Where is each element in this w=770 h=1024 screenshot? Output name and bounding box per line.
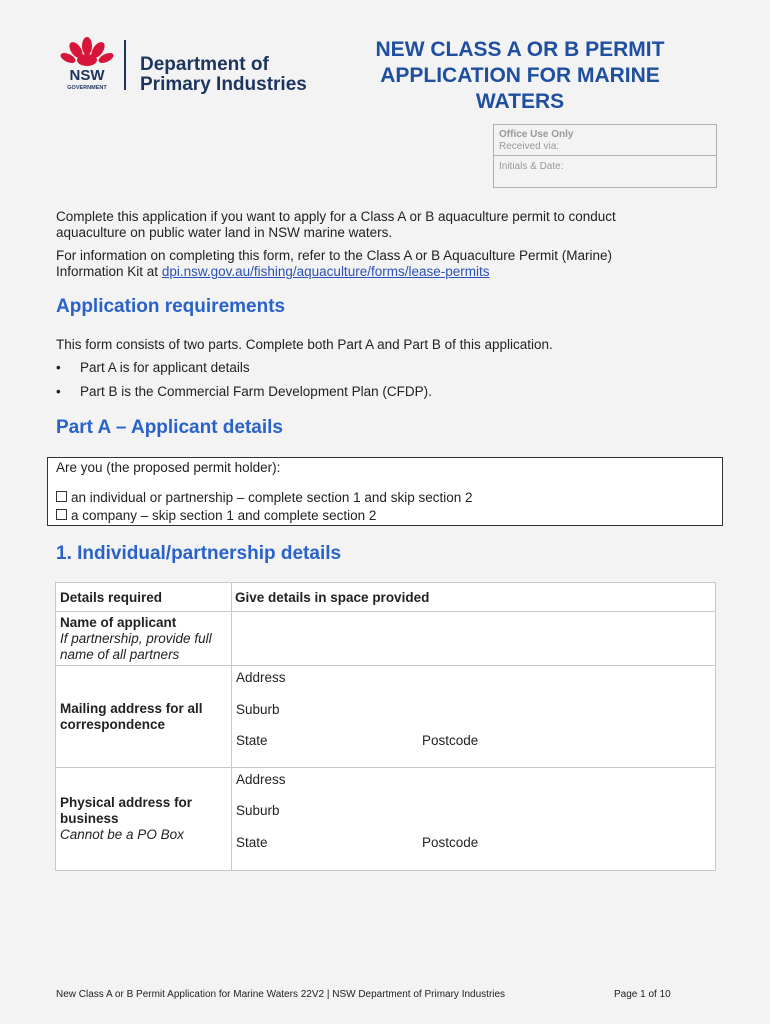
requirements-heading: Application requirements: [56, 296, 286, 317]
physical-address-label: Physical address for business Cannot be a PO Box: [60, 795, 193, 842]
intro-paragraph-1: Complete this application if you want to apply for a Class A or B aquaculture permit to conduct aquaculture on public water land in NSW marine waters.: [56, 209, 616, 240]
details-table: [55, 582, 716, 871]
department-name: Department of Primary Industries: [140, 54, 307, 95]
footer-page-number: Page 1 of 10: [614, 989, 671, 1000]
individual-checkbox[interactable]: [56, 491, 67, 502]
name-of-applicant-field[interactable]: [232, 612, 714, 665]
applicant-type-question: Are you (the proposed permit holder):: [56, 460, 281, 475]
mailing-state-field[interactable]: State: [236, 733, 268, 748]
table-row-divider: [56, 767, 715, 768]
name-of-applicant-label: Name of applicant If partnership, provide full name of all partners: [60, 615, 212, 662]
waratah-icon: [59, 37, 115, 66]
svg-text:GOVERNMENT: GOVERNMENT: [67, 85, 107, 91]
office-use-box: [493, 124, 717, 188]
footer-document-title: New Class A or B Permit Application for Marine Waters 22V2 | NSW Department of Primary Industries: [56, 989, 506, 1000]
logo-divider: [124, 40, 126, 90]
nsw-government-logo: [54, 36, 120, 92]
section-1-heading: 1. Individual/partnership details: [56, 543, 342, 564]
applicant-type-box: [47, 457, 723, 526]
mailing-suburb-field[interactable]: Suburb: [236, 702, 280, 717]
option-individual: an individual or partnership – complete section 1 and skip section 2: [56, 490, 473, 505]
office-use-label: Office Use Only: [499, 129, 574, 140]
list-item: • Part A is for applicant details: [56, 360, 250, 375]
mailing-postcode-field[interactable]: Postcode: [422, 733, 479, 748]
physical-postcode-field[interactable]: Postcode: [422, 835, 479, 850]
mailing-address-label: Mailing address for all correspondence: [60, 701, 203, 732]
company-checkbox[interactable]: [56, 509, 67, 520]
physical-suburb-field[interactable]: Suburb: [236, 803, 280, 818]
physical-state-field[interactable]: State: [236, 835, 268, 850]
initials-date-label: Initials & Date:: [499, 161, 564, 172]
intro-paragraph-2: For information on completing this form, refer to the Class A or B Aquaculture Permit (Marine) Information Kit at dpi.nsw.gov.au/fishing/aquaculture/forms/lease-permits: [56, 248, 612, 279]
col-header-give-details: Give details in space provided: [235, 590, 430, 605]
requirements-text: This form consists of two parts. Complete both Part A and Part B of this application.: [56, 337, 553, 352]
part-a-heading: Part A – Applicant details: [56, 417, 283, 438]
mailing-address-field[interactable]: Address: [236, 670, 286, 685]
info-kit-link[interactable]: dpi.nsw.gov.au/fishing/aquaculture/forms/lease-permits: [161, 264, 490, 279]
table-row-divider: [56, 665, 715, 666]
option-company: a company – skip section 1 and complete section 2: [56, 508, 376, 523]
col-header-details: Details required: [60, 590, 163, 605]
svg-text:NSW: NSW: [69, 67, 105, 84]
office-box-divider: [494, 155, 716, 156]
received-via-label: Received via:: [499, 141, 560, 152]
physical-address-field[interactable]: Address: [236, 772, 286, 787]
form-title: NEW CLASS A OR B PERMIT APPLICATION FOR MARINE WATERS: [375, 38, 665, 113]
list-item: • Part B is the Commercial Farm Development Plan (CFDP).: [56, 384, 432, 399]
